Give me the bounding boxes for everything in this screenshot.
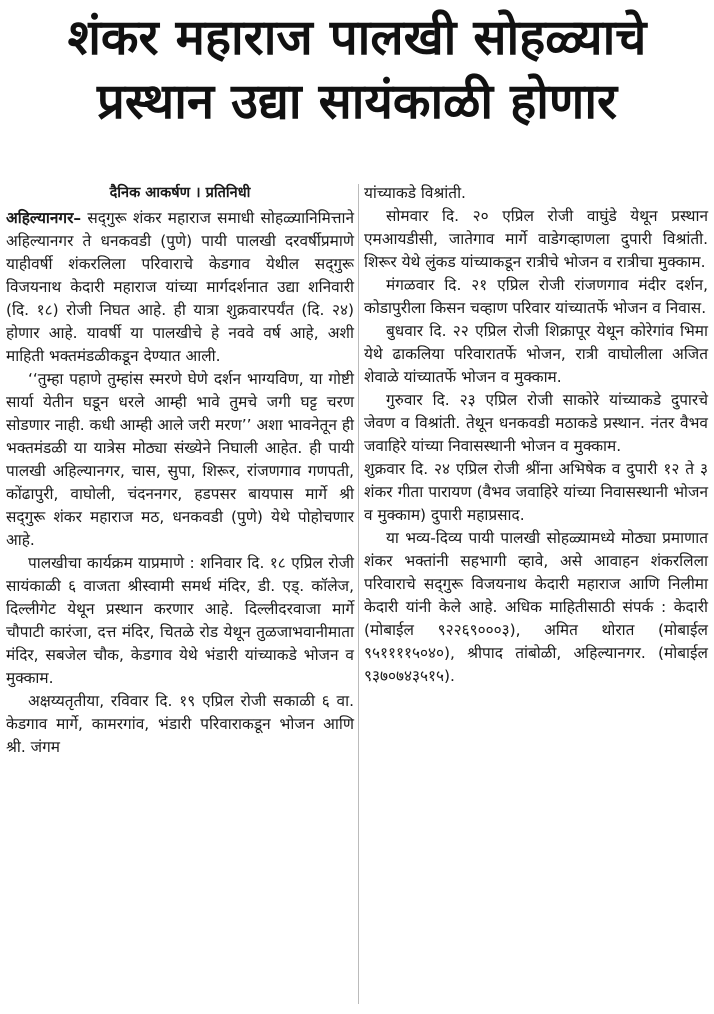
article-column-left	[6, 182, 354, 759]
body-paragraph-monday: सोमवार दि. २० एप्रिल रोजी वाघुंडे येथून प्रस्थान एमआयडीसी, जातेगाव मार्गे वाडेगव्हाणला दुपारी विश्रांती. शिरूर येथे लुंकड यांच्याकडून रात्रीचे भोजन व रात्रीचा मुक्काम.	[364, 207, 708, 271]
body-paragraph-continued: यांच्याकडे विश्रांती.	[364, 184, 466, 202]
body-paragraph-sunday: अक्षय्यतृतीया, रविवार दि. १९ एप्रिल रोजी सकाळी ६ वा. केडगाव मार्गे, कामरगांव, भंडारी परिवाराकडून भोजन आणि श्री. जंगम	[6, 692, 354, 756]
lead-paragraph	[6, 207, 354, 368]
body-paragraph-wednesday: बुधवार दि. २२ एप्रिल रोजी शिक्रापूर येथून कोरेगांव भिमा येथे ढाकलिया परिवारातर्फे भोजन, रात्री वाघोलीला अजित शेवाळे यांच्यातर्फे भोजन व मुक्काम.	[364, 322, 708, 386]
body-paragraph-tuesday: मंगळवार दि. २१ एप्रिल रोजी रांजणगाव मंदीर दर्शन, कोडापुरीला किसन चव्हाण परिवार यांच्यातर्फे भोजन व निवास.	[364, 276, 708, 317]
body-paragraph-friday: शुक्रवार दि. २४ एप्रिल रोजी श्रींना अभिषेक व दुपारी १२ ते ३ शंकर गीता पारायण (वैभव जवाहिरे यांच्या निवासस्थानी भोजन व मुक्काम) दुपारी महाप्रसाद.	[364, 460, 708, 524]
body-paragraph-schedule: पालखीचा कार्यक्रम याप्रमाणे : शनिवार दि. १८ एप्रिल रोजी सायंकाळी ६ वाजता श्रीस्वामी समर्थ मंदिर, डी. एड्‌. कॉलेज, दिल्लीगेट येथून प्रस्थान करणार आहे. दिल्लीदरवाजा मार्गे चौपाटी कारंजा, दत्त मंदिर, चितळे रोड येथून तुळजाभवानीमाता मंदिर, सबजेल चौक, केडगाव येथे भंडारी यांच्याकडे भोजन व मुक्काम.	[6, 554, 354, 687]
body-paragraph-thursday: गुरुवार दि. २३ एप्रिल रोजी साकोरे यांच्याकडे दुपारचे जेवण व विश्रांती. तेथून धनकवडी मठाकडे प्रस्थान. नंतर वैभव जवाहिरे यांच्या निवासस्थानी भोजन व मुक्काम.	[364, 391, 708, 455]
byline: दैनिक आकर्षण । प्रतिनिधी	[109, 185, 251, 201]
headline	[0, 6, 714, 134]
headline-line-2: प्रस्थान उद्या सायंकाळी होणार	[96, 73, 618, 130]
lead-text: सद्‌गुरू शंकर महाराज समाधी सोहळ्यानिमित्ताने अहिल्यानगर ते धनकवडी (पुणे) पायी पालखी दरवर्षीप्रमाणे याहीवर्षी शंकरलिला परिवाराचे केडगाव येथील सद्‌गुरू विजयनाथ केदारी महाराज यांच्या मार्गदर्शनात उद्या शनिवारी (दि. १८) रोजी निघत आहे. ही यात्रा शुक्रवारपर्यंत (दि. २४) होणार आहे. यावर्षी या पालखीचे हे नववे वर्ष आहे, अशी माहिती भक्तमंडळीकडून देण्यात आली.	[6, 209, 354, 365]
column-divider	[358, 184, 359, 1004]
body-paragraph-quote: ‘‘तुम्हा पहाणे तुम्हांस स्मरणे घेणे दर्शन भाग्यविण, या गोष्टी सार्या येतीन घडून धरले आम्ही भावे तुमचे जगी घट्ट चरण सोडणार नाही. कधी आम्ही आले जरी मरण’’ अशा भावनेतून ही भक्तमंडळी या यात्रेस मोठ्या संख्येने निघाली आहेत. ही पायी पालखी अहिल्यानगर, चास, सुपा, शिरूर, रांजणगाव गणपती, कोंढापुरी, वाघोली, चंदननगर, हडपसर बायपास मार्गे श्री सद्‌गुरू शंकर महाराज मठ, धनकवडी (पुणे) येथे पोहोचणार आहे.	[6, 370, 354, 549]
body-paragraph-appeal: या भव्य-दिव्य पायी पालखी सोहळ्यामध्ये मोठ्या प्रमाणात शंकर भक्तांनी सहभागी व्हावे, असे आवाहन शंकरलिला परिवाराचे सद्‌गुरू विजयनाथ केदारी महाराज आणि निलीमा केदारी यांनी केले आहे. अधिक माहितीसाठी संपर्क : केदारी (मोबाईल ९२२६९०००३), अमित थोरात (मोबाईल ९५११११५०४०), श्रीपाद तांबोळी, अहिल्यानगर. (मोबाईल ९३७०७४३५१५).	[364, 529, 708, 685]
article-column-right	[364, 182, 708, 688]
headline-line-1: शंकर महाराज पालखी सोहळ्याचे	[67, 9, 647, 66]
dateline: अहिल्यानगर–	[6, 209, 82, 227]
